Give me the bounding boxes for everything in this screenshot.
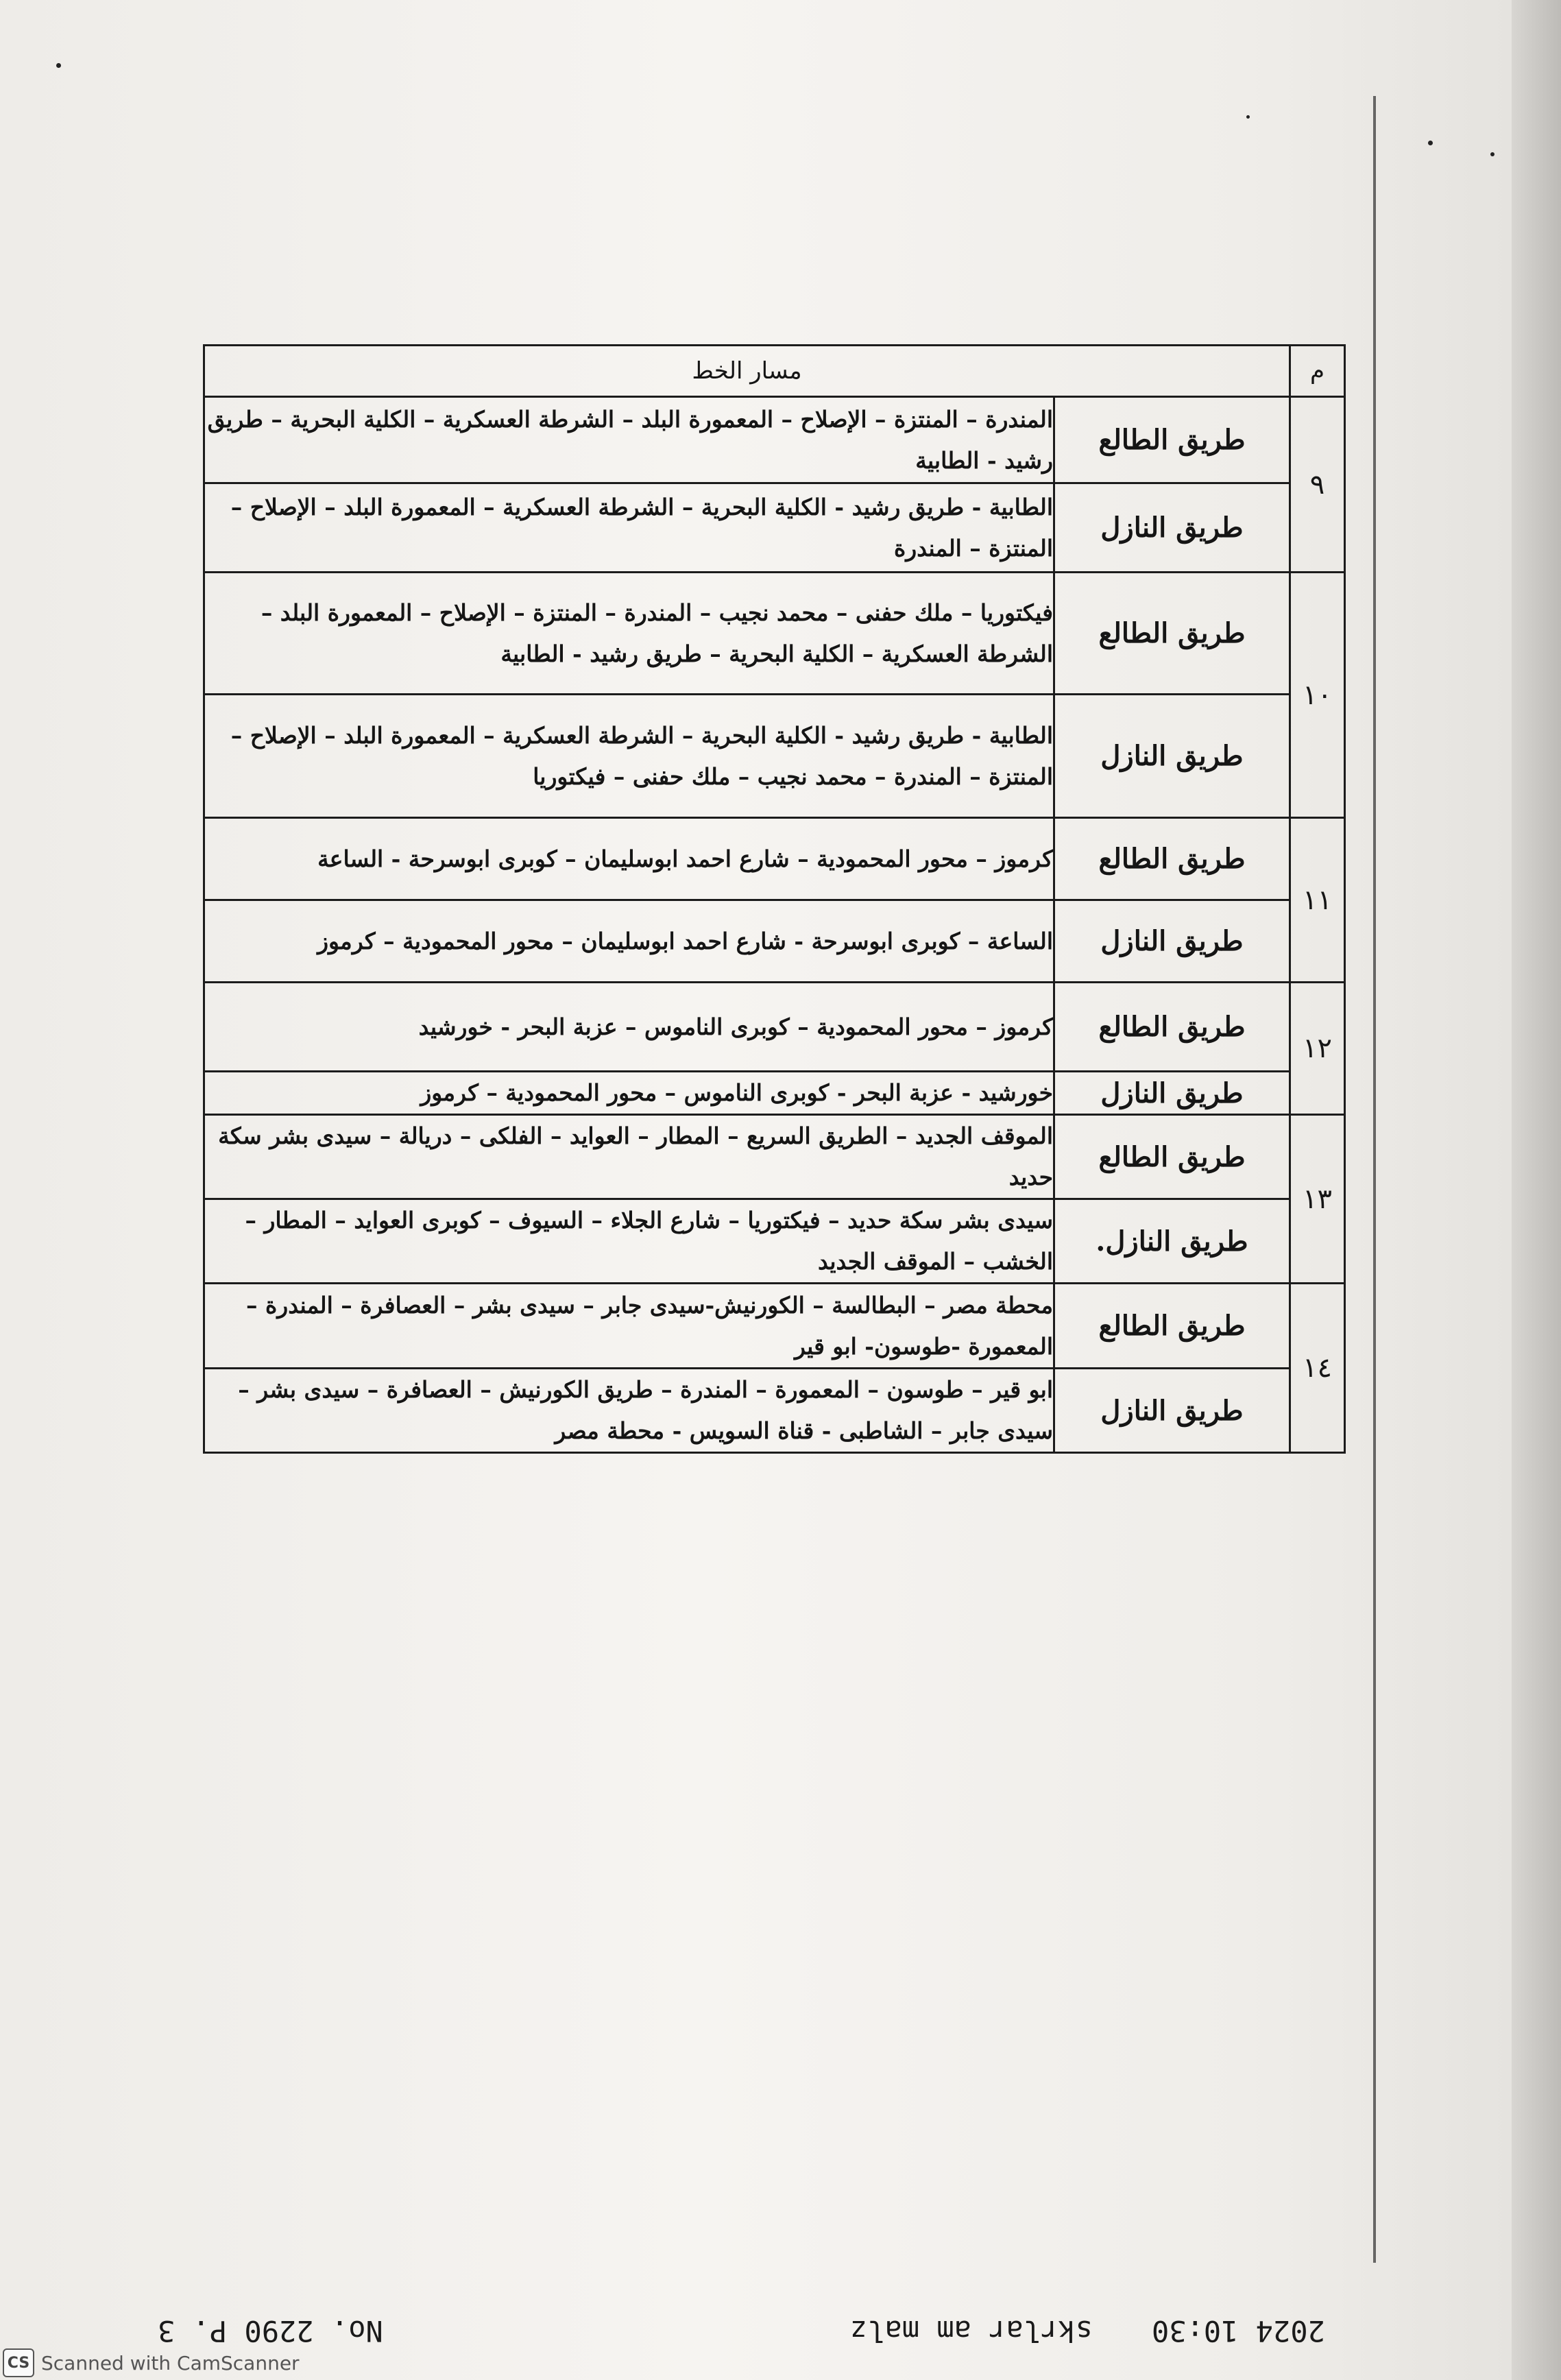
scanner-watermark bbox=[0, 2348, 300, 2378]
route-path: سيدى بشر سكة حديد – فيكتوريا – شارع الجلاء – السيوف – كوبرى العوايد – المطار – الخشب – الموقف الجديد bbox=[204, 1199, 1054, 1284]
fax-sender-id: skrlar am malz bbox=[850, 2314, 1093, 2348]
table-row bbox=[204, 1369, 1345, 1453]
route-path: كرموز – محور المحمودية – كوبرى الناموس – عزبة البحر - خورشيد bbox=[204, 983, 1054, 1072]
route-direction: طريق النازل. bbox=[1054, 1199, 1290, 1284]
route-direction: طريق الطالع bbox=[1054, 573, 1290, 695]
route-path: الموقف الجديد – الطريق السريع – المطار – العوايد – الفلكى – دريالة – سيدى بشر سكة حديد bbox=[204, 1115, 1054, 1199]
route-direction: طريق النازل bbox=[1054, 483, 1290, 573]
line-number: ١٢ bbox=[1290, 983, 1345, 1115]
fax-page-number: No. 2290 P. 3 bbox=[158, 2314, 383, 2348]
route-path: الطابية - طريق رشيد - الكلية البحرية – الشرطة العسكرية – المعمورة البلد – الإصلاح – المنتزة – المندرة – محمد نجيب – ملك حفنى – فيكتوريا bbox=[204, 695, 1054, 818]
route-path: كرموز – محور المحمودية – شارع احمد ابوسليمان – كوبرى ابوسرحة - الساعة bbox=[204, 818, 1054, 900]
table-row bbox=[204, 573, 1345, 695]
table-row bbox=[204, 1115, 1345, 1199]
route-path: فيكتوريا – ملك حفنى – محمد نجيب – المندرة – المنتزة – الإصلاح – المعمورة البلد – الشرطة العسكرية – الكلية البحرية – طريق رشيد - الطابية bbox=[204, 573, 1054, 695]
line-number: ١١ bbox=[1290, 818, 1345, 983]
camscanner-logo-icon: CS bbox=[3, 2348, 34, 2377]
route-direction: طريق النازل bbox=[1054, 695, 1290, 818]
route-direction: طريق النازل bbox=[1054, 900, 1290, 983]
route-path: المندرة – المنتزة – الإصلاح – المعمورة البلد – الشرطة العسكرية – الكلية البحرية – طريق رشيد - الطابية bbox=[204, 397, 1054, 483]
routes-body bbox=[204, 397, 1345, 1453]
line-number: ١٠ bbox=[1290, 573, 1345, 818]
bus-routes-table bbox=[203, 344, 1346, 1454]
table-row bbox=[204, 1284, 1345, 1369]
route-direction: طريق الطالع bbox=[1054, 1115, 1290, 1199]
table-row bbox=[204, 983, 1345, 1072]
header-number: م bbox=[1290, 346, 1345, 397]
line-number: ١٣ bbox=[1290, 1115, 1345, 1284]
scanner-label: Scanned with CamScanner bbox=[41, 2351, 300, 2375]
table-row bbox=[204, 695, 1345, 818]
route-path: خورشيد - عزبة البحر - كوبرى الناموس – محور المحمودية – كرموز bbox=[204, 1072, 1054, 1115]
scan-speck bbox=[1428, 141, 1433, 145]
line-number: ١٤ bbox=[1290, 1284, 1345, 1453]
route-direction: طريق الطالع bbox=[1054, 1284, 1290, 1369]
route-path: ابو قير – طوسون – المعمورة – المندرة – طريق الكورنيش – العصافرة – سيدى بشر – سيدى جابر – الشاطبى - قناة السويس - محطة مصر bbox=[204, 1369, 1054, 1453]
route-path: الطابية - طريق رشيد - الكلية البحرية – الشرطة العسكرية – المعمورة البلد – الإصلاح – المنتزة – المندرة bbox=[204, 483, 1054, 573]
route-path: الساعة – كوبرى ابوسرحة - شارع احمد ابوسليمان – محور المحمودية – كرموز bbox=[204, 900, 1054, 983]
header-route: مسار الخط bbox=[204, 346, 1290, 397]
fax-timestamp: 2024 10:30 bbox=[1152, 2314, 1325, 2348]
table-row bbox=[204, 900, 1345, 983]
table-header-row bbox=[204, 346, 1345, 397]
route-direction: طريق النازل bbox=[1054, 1369, 1290, 1453]
route-direction: طريق الطالع bbox=[1054, 818, 1290, 900]
table-row bbox=[204, 483, 1345, 573]
line-number: ٩ bbox=[1290, 397, 1345, 573]
table-row bbox=[204, 397, 1345, 483]
table-row bbox=[204, 1072, 1345, 1115]
scan-speck bbox=[56, 63, 61, 68]
route-direction: طريق الطالع bbox=[1054, 983, 1290, 1072]
scan-speck bbox=[1246, 115, 1250, 119]
scan-edge-shadow bbox=[1512, 0, 1561, 2380]
table-row bbox=[204, 818, 1345, 900]
route-path: محطة مصر – البطالسة – الكورنيش-سيدى جابر – سيدى بشر – العصافرة – المندرة – المعمورة -طوسون- ابو قير bbox=[204, 1284, 1054, 1369]
page-fold-line bbox=[1373, 96, 1376, 2263]
route-direction: طريق الطالع bbox=[1054, 397, 1290, 483]
table-row bbox=[204, 1199, 1345, 1284]
route-direction: طريق النازل bbox=[1054, 1072, 1290, 1115]
scan-speck bbox=[1490, 152, 1495, 156]
